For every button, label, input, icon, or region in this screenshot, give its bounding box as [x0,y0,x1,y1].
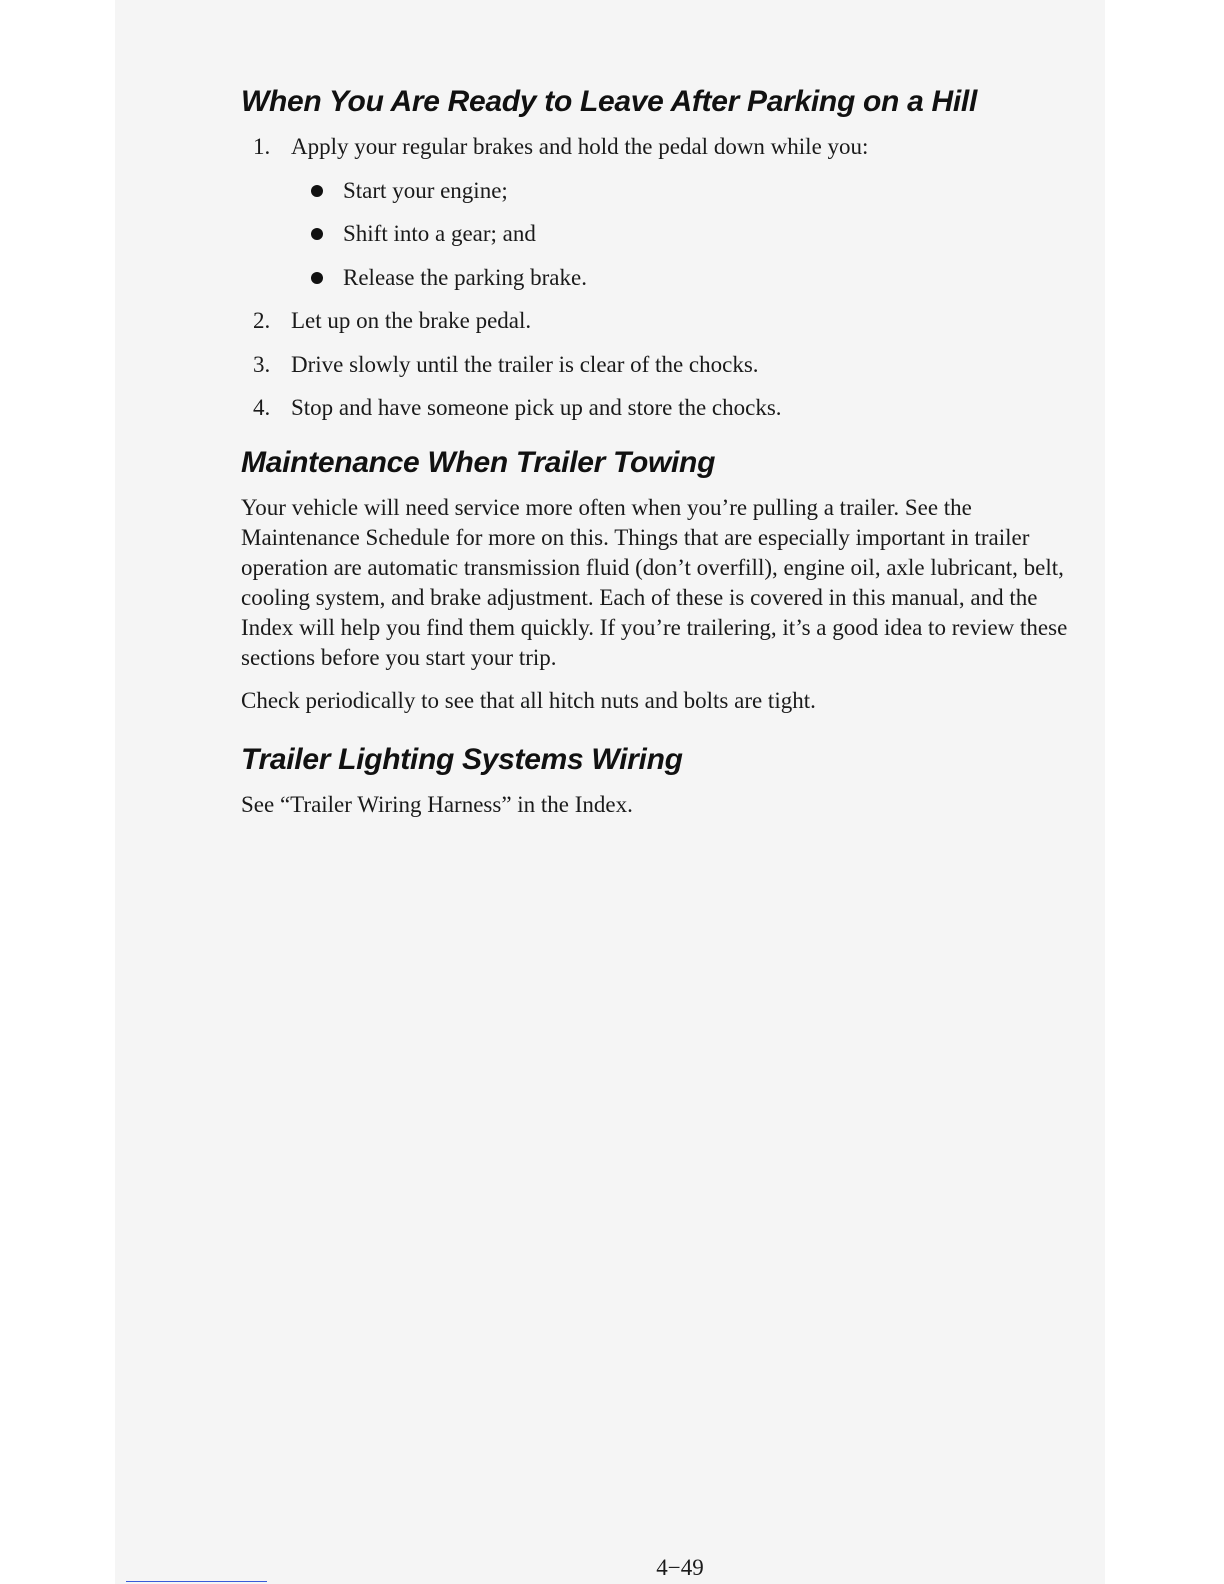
step-text: Apply your regular brakes and hold the pedal down while you: [291,134,869,159]
body-paragraph: Check periodically to see that all hitch nuts and bolts are tight. [241,688,816,713]
step-text: Let up on the brake pedal. [291,308,532,333]
page-content [241,82,1071,820]
list-item [241,393,1071,423]
steps-list [241,132,1071,423]
sub-list-container [241,176,1071,293]
step-text: Drive slowly until the trailer is clear of the chocks. [291,351,759,377]
step-number: 3. [253,351,271,377]
bullet-dot-icon [311,228,323,240]
link-underline[interactable] [126,1581,267,1582]
bullet-dot-icon [311,185,323,197]
step-number: 1. [253,134,271,159]
bullet-dot-icon [311,272,323,284]
step-text: Stop and have someone pick up and store the chocks. [291,395,782,420]
bullet-text: Release the parking brake. [343,264,587,290]
section-heading-maintenance: Maintenance When Trailer Towing [241,446,716,479]
bullet-list [241,176,1071,293]
bullet-text: Shift into a gear; and [343,221,536,246]
bullet-text: Start your engine; [343,177,508,203]
list-item [241,263,1071,293]
list-item [241,306,1071,336]
list-item [241,176,1071,206]
body-paragraph: Your vehicle will need service more often when you’re pulling a trailer. See the Maintenance Schedule for more on this. Things that are especially important in trailer operation are automatic transmission fluid (don’t overfill), engine oil, axle lubricant, belt, cooling system, and brake adjustment. Each of these is covered in this manual, and the Index will help you find them quickly. If you’re trailering, it’s a good idea to review these sections before you start your trip. [241,495,1068,670]
list-item [241,219,1071,249]
section-heading-leaving-hill: When You Are Ready to Leave After Parking on a Hill [241,85,977,118]
page-number: 4−49 [656,1555,704,1580]
step-number: 4. [253,395,271,420]
document-page [115,0,1105,1584]
section-heading-lighting-wiring: Trailer Lighting Systems Wiring [241,743,683,776]
list-item [241,132,1071,162]
list-item [241,350,1071,380]
body-paragraph: See “Trailer Wiring Harness” in the Index. [241,792,633,817]
step-number: 2. [253,308,271,333]
